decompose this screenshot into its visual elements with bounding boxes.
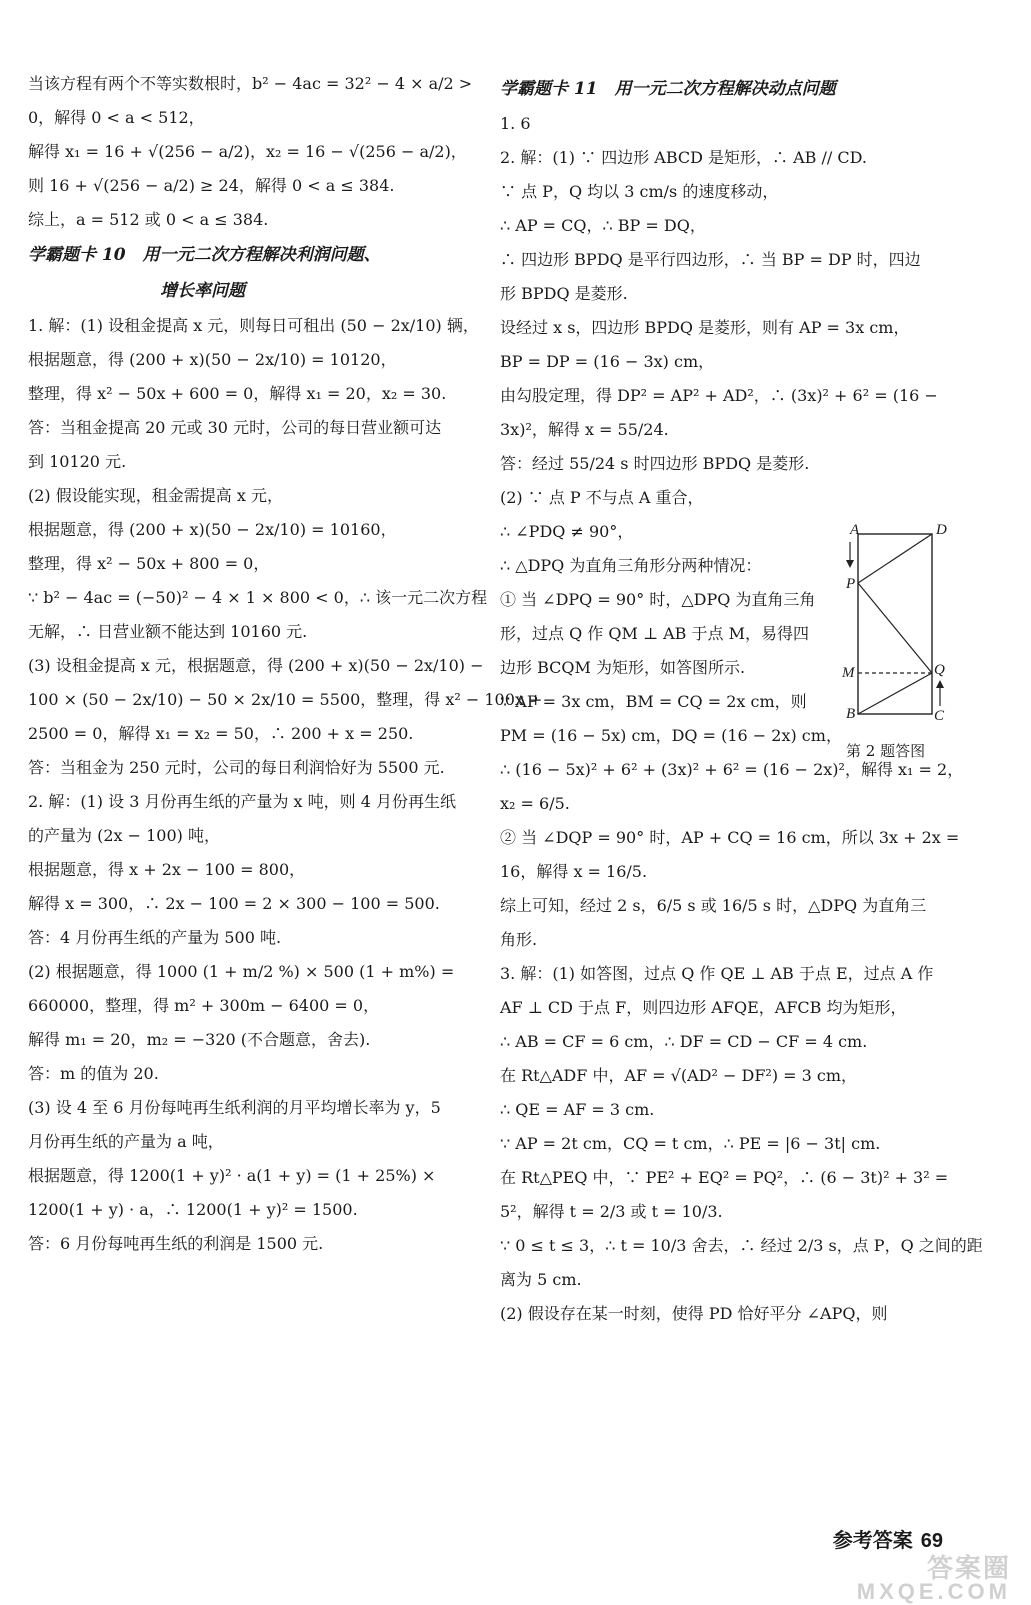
text-line: ② 当 ∠DQP = 90° 时，AP + CQ = 16 cm，所以 3x + 2x = <box>500 828 960 847</box>
text-line: 由勾股定理，得 DP² = AP² + AD²，∴ (3x)² + 6² = (16 − <box>500 386 938 405</box>
text-line: 则 16 + √(256 − a/2) ≥ 24，解得 0 < a ≤ 384. <box>28 176 395 195</box>
text-line: 0，解得 0 < a < 512， <box>28 108 205 127</box>
text-line: ∴ AP = CQ，∴ BP = DQ， <box>500 216 706 235</box>
watermark-url: MXQE.COM <box>856 1579 1011 1604</box>
text-line: 解得 x₁ = 16 + √(256 − a/2)，x₂ = 16 − √(256 − a/2)， <box>28 142 467 161</box>
rectangle-diagram <box>836 522 956 768</box>
text-line: (2) ∵ 点 P 不与点 A 重合， <box>500 488 704 507</box>
text-line: (2) 假设能实现，租金需提高 x 元， <box>28 486 283 505</box>
text-line: 答：6 月份每吨再生纸的利润是 1500 元. <box>28 1234 324 1253</box>
page-number: 69 <box>920 1530 943 1552</box>
text-line: 在 Rt△PEQ 中，∵ PE² + EQ² = PQ²，∴ (6 − 3t)² + 3² = <box>500 1168 949 1187</box>
text-line: 设经过 x s，四边形 BPDQ 是菱形，则有 AP = 3x cm， <box>500 318 910 337</box>
label-d: D <box>936 522 947 538</box>
text-line: 16，解得 x = 16/5. <box>500 862 648 881</box>
text-line: (3) 设 4 至 6 月份每吨再生纸利润的月平均增长率为 y，5 <box>28 1098 441 1117</box>
text-line: 的产量为 (2x − 100) 吨， <box>28 826 220 845</box>
text-line: 2. 解：(1) ∵ 四边形 ABCD 是矩形，∴ AB // CD. <box>500 148 867 167</box>
text-line: ∴ AB = CF = 6 cm，∴ DF = CD − CF = 4 cm. <box>500 1032 868 1051</box>
card11-rest <box>500 724 983 1326</box>
figure-caption: 第 2 题答图 <box>846 742 926 760</box>
text-line: ∴ QE = AF = 3 cm. <box>500 1100 655 1119</box>
text-line: 根据题意，得 x + 2x − 100 = 800， <box>28 860 306 879</box>
text-line: 月份再生纸的产量为 a 吨， <box>28 1132 224 1151</box>
text-line: 100 × (50 − 2x/10) − 50 × 2x/10 = 5500，整理，得 x² − 100x + <box>28 690 543 709</box>
text-line: (2) 假设存在某一时刻，使得 PD 恰好平分 ∠APQ，则 <box>500 1304 888 1323</box>
text-line: ① 当 ∠DPQ = 90° 时，△DPQ 为直角三角 <box>500 590 816 609</box>
card11-body <box>500 112 955 476</box>
text-line: 形，过点 Q 作 QM ⊥ AB 于点 M，易得四 <box>500 624 809 643</box>
text-line: 1200(1 + y) · a，∴ 1200(1 + y)² = 1500. <box>28 1200 358 1219</box>
diagram-svg <box>836 528 956 768</box>
text-line: ∴ (16 − 5x)² + 6² + (3x)² + 6² = (16 − 2x)²，解得 x₁ = 2， <box>500 760 964 779</box>
text-line: ∵ b² − 4ac = (−50)² − 4 × 1 × 800 < 0，∴ 该一元二次方程 <box>28 588 488 607</box>
text-line: 答：当租金为 250 元时，公司的每日利润恰好为 5500 元. <box>28 758 445 777</box>
text-line: BP = DP = (16 − 3x) cm， <box>500 352 715 371</box>
text-line: 整理，得 x² − 50x + 600 = 0，解得 x₁ = 20，x₂ = 30. <box>28 384 447 403</box>
segment-pq <box>858 583 932 673</box>
text-line: 无解，∴ 日营业额不能达到 10160 元. <box>28 622 308 641</box>
text-line: 当该方程有两个不等实数根时，b² − 4ac = 32² − 4 × a/2 > <box>28 74 473 93</box>
text-line: 到 10120 元. <box>28 452 127 471</box>
card11-wrapped-text <box>500 486 830 714</box>
label-b: B <box>846 706 856 722</box>
text-line: 1. 6 <box>500 114 531 133</box>
segment-bq <box>858 673 932 714</box>
text-line: 1. 解：(1) 设租金提高 x 元，则每日可租出 (50 − 2x/10) 辆， <box>28 316 479 335</box>
label-p: P <box>846 576 856 592</box>
text-line: 答：当租金提高 20 元或 30 元时，公司的每日营业额可达 <box>28 418 442 437</box>
text-line: 角形. <box>500 930 538 949</box>
text-line: ∴ △DPQ 为直角三角形分两种情况： <box>500 556 762 575</box>
text-line: ∵ 0 ≤ t ≤ 3，∴ t = 10/3 舍去，∴ 经过 2/3 s，点 P，Q 之间的距 <box>500 1236 983 1255</box>
card10-subtitle: 增长率问题 <box>160 281 245 301</box>
text-line: (2) 根据题意，得 1000 (1 + m/2 %) × 500 (1 + m%) = <box>28 962 455 981</box>
text-line: 解得 m₁ = 20，m₂ = −320 (不合题意，舍去). <box>28 1030 371 1049</box>
text-line: ∵ AP = 2t cm，CQ = t cm，∴ PE = |6 − 3t| cm. <box>500 1134 881 1153</box>
text-line: 答：4 月份再生纸的产量为 500 吨. <box>28 928 282 947</box>
text-line: 答：m 的值为 20. <box>28 1064 159 1083</box>
text-line: 5²，解得 t = 2/3 或 t = 10/3. <box>500 1202 723 1221</box>
text-line: 根据题意，得 (200 + x)(50 − 2x/10) = 10120， <box>28 350 397 369</box>
text-line: 答：经过 55/24 s 时四边形 BPDQ 是菱形. <box>500 454 810 473</box>
segment-dp <box>858 534 932 583</box>
arrow-down-icon <box>846 560 854 568</box>
text-line: 在 Rt△ADF 中，AF = √(AD² − DF²) = 3 cm， <box>500 1066 858 1085</box>
text-line: 660000，整理，得 m² + 300m − 6400 = 0， <box>28 996 380 1015</box>
text-line: ∵ AP = 3x cm，BM = CQ = 2x cm，则 <box>500 692 807 711</box>
text-line: ∴ 四边形 BPDQ 是平行四边形，∴ 当 BP = DP 时，四边 <box>500 250 921 269</box>
text-line: 2500 = 0，解得 x₁ = x₂ = 50，∴ 200 + x = 250. <box>28 724 414 743</box>
text-line: 解得 x = 300，∴ 2x − 100 = 2 × 300 − 100 = 500. <box>28 894 440 913</box>
text-line: x₂ = 6/5. <box>500 794 570 813</box>
text-line: 3. 解：(1) 如答图，过点 Q 作 QE ⊥ AB 于点 E，过点 A 作 <box>500 964 934 983</box>
text-line: 离为 5 cm. <box>500 1270 582 1289</box>
text-line: 综上可知，经过 2 s，6/5 s 或 16/5 s 时，△DPQ 为直角三 <box>500 896 927 915</box>
text-line: PM = (16 − 5x) cm，DQ = (16 − 2x) cm， <box>500 726 842 745</box>
watermark-logo <box>841 1548 1011 1604</box>
text-line: 根据题意，得 (200 + x)(50 − 2x/10) = 10160， <box>28 520 397 539</box>
text-line: 整理，得 x² − 50x + 800 = 0， <box>28 554 270 573</box>
label-a: A <box>850 522 860 538</box>
rectangle-abcd <box>858 534 932 714</box>
text-line: 根据题意，得 1200(1 + y)² · a(1 + y) = (1 + 25%) × <box>28 1166 436 1185</box>
text-line: AF ⊥ CD 于点 F，则四边形 AFQE，AFCB 均为矩形， <box>500 998 907 1017</box>
card11-title: 学霸题卡 11 用一元二次方程解决动点问题 <box>500 79 836 99</box>
arrow-up-icon <box>936 680 944 688</box>
watermark-text: 答案圈 <box>926 1553 1011 1583</box>
text-line: 形 BPDQ 是菱形. <box>500 284 628 303</box>
label-q: Q <box>934 662 945 678</box>
card10-title: 学霸题卡 10 用一元二次方程解决利润问题、 <box>28 245 381 265</box>
label-c: C <box>934 708 945 724</box>
text-line: ∴ ∠PDQ ≠ 90°， <box>500 522 634 541</box>
text-line: (3) 设租金提高 x 元，根据题意，得 (200 + x)(50 − 2x/10) − <box>28 656 484 675</box>
text-line: 3x)²，解得 x = 55/24. <box>500 420 669 439</box>
text-line: 综上，a = 512 或 0 < a ≤ 384. <box>28 210 269 229</box>
card9-continuation <box>28 72 490 232</box>
text-line: 边形 BCQM 为矩形，如答图所示. <box>500 658 746 677</box>
footer-label: 参考答案 <box>832 1528 913 1552</box>
text-line: ∵ 点 P，Q 均以 3 cm/s 的速度移动， <box>500 182 779 201</box>
text-line: 2. 解：(1) 设 3 月份再生纸的产量为 x 吨，则 4 月份再生纸 <box>28 792 457 811</box>
label-m: M <box>842 665 855 681</box>
